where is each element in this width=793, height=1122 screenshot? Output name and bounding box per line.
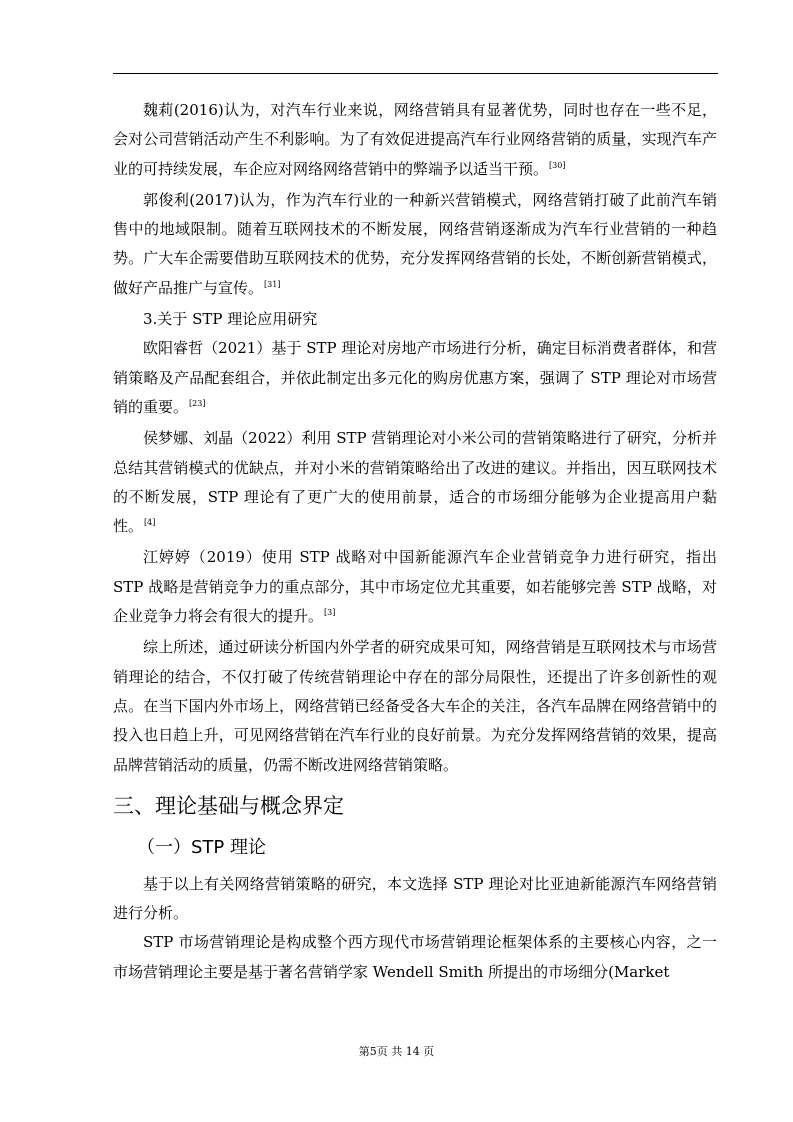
subsection-heading: （一）STP 理论 <box>137 836 266 858</box>
paragraph-guojunli: 郭俊利(2017)认为，作为汽车行业的一种新兴营销模式，网络营销打破了此前汽车销售中的地域限制。随着互联网技术的不断发展，网络营销逐渐成为汽车行业营销的一种趋势。广大车企需要借助互联网技术的优势，充分发挥网络营销的长处，不断创新营销模式，做好产品推广与宣传。[31] <box>113 190 717 297</box>
section-heading: 三、理论基础与概念界定 <box>113 793 344 818</box>
page-footer: 第5页 共 14 页 <box>358 1045 435 1058</box>
citation-ref: [31] <box>264 279 281 289</box>
citation-ref: [30] <box>549 160 566 170</box>
paragraph-jiangtingting: 江婷婷（2019）使用 STP 战略对中国新能源汽车企业营销竞争力进行研究，指出 STP 战略是营销竞争力的重点部分，其中市场定位尤其重要，如若能够完善 STP 战略，对企业竞争力将会有很大的提升。[3] <box>113 548 717 626</box>
paragraph-houmengna: 侯梦娜、刘晶（2022）利用 STP 营销理论对小米公司的营销策略进行了研究，分析并总结其营销模式的优缺点，并对小米的营销策略给出了改进的建议。并指出，因互联网技术的不断发展，STP 理论有了更广大的使用前景，适合的市场细分能够为企业提高用户黏性。[4] <box>113 429 717 536</box>
body-content <box>113 96 717 987</box>
paragraph-stp-theory: STP 市场营销理论是构成整个西方现代市场营销理论框架体系的主要核心内容，之一市场营销理论主要是基于著名营销学家 Wendell Smith 所提出的市场细分(Market <box>113 933 717 981</box>
citation-ref: [23] <box>189 398 206 408</box>
paragraph-intro-stp: 基于以上有关网络营销策略的研究，本文选择 STP 理论对比亚迪新能源汽车网络营销进行分析。 <box>113 874 717 923</box>
citation-ref: [4] <box>144 518 156 528</box>
subheading-stp-research: 3.关于 STP 理论应用研究 <box>143 310 318 329</box>
paragraph-ouyang: 欧阳睿哲（2021）基于 STP 理论对房地产市场进行分析，确定目标消费者群体，和营销策略及产品配套组合，并依此制定出多元化的购房优惠方案，强调了 STP 理论对市场营销的重要。[23] <box>113 339 717 416</box>
paragraph-summary: 综上所述，通过研读分析国内外学者的研究成果可知，网络营销是互联网技术与市场营销理论的结合，不仅打破了传统营销理论中存在的部分局限性，还提出了许多创新性的观点。在当下国内外市场上，网络营销已经备受各大车企的关注，各汽车品牌在网络营销中的投入也日趋上升，可见网络营销在汽车行业的良好前景。为充分发挥网络营销的效果，提高品牌营销活动的质量，仍需不断改进网络营销策略。 <box>113 638 717 774</box>
header-rule <box>113 73 718 74</box>
citation-ref: [3] <box>324 608 336 618</box>
paragraph-weili: 魏莉(2016)认为，对汽车行业来说，网络营销具有显著优势，同时也存在一些不足，会对公司营销活动产生不利影响。为了有效促进提高汽车行业网络营销的质量，实现汽车产业的可持续发展，车企应对网络网络营销中的弊端予以适当干预。[30] <box>113 101 717 178</box>
